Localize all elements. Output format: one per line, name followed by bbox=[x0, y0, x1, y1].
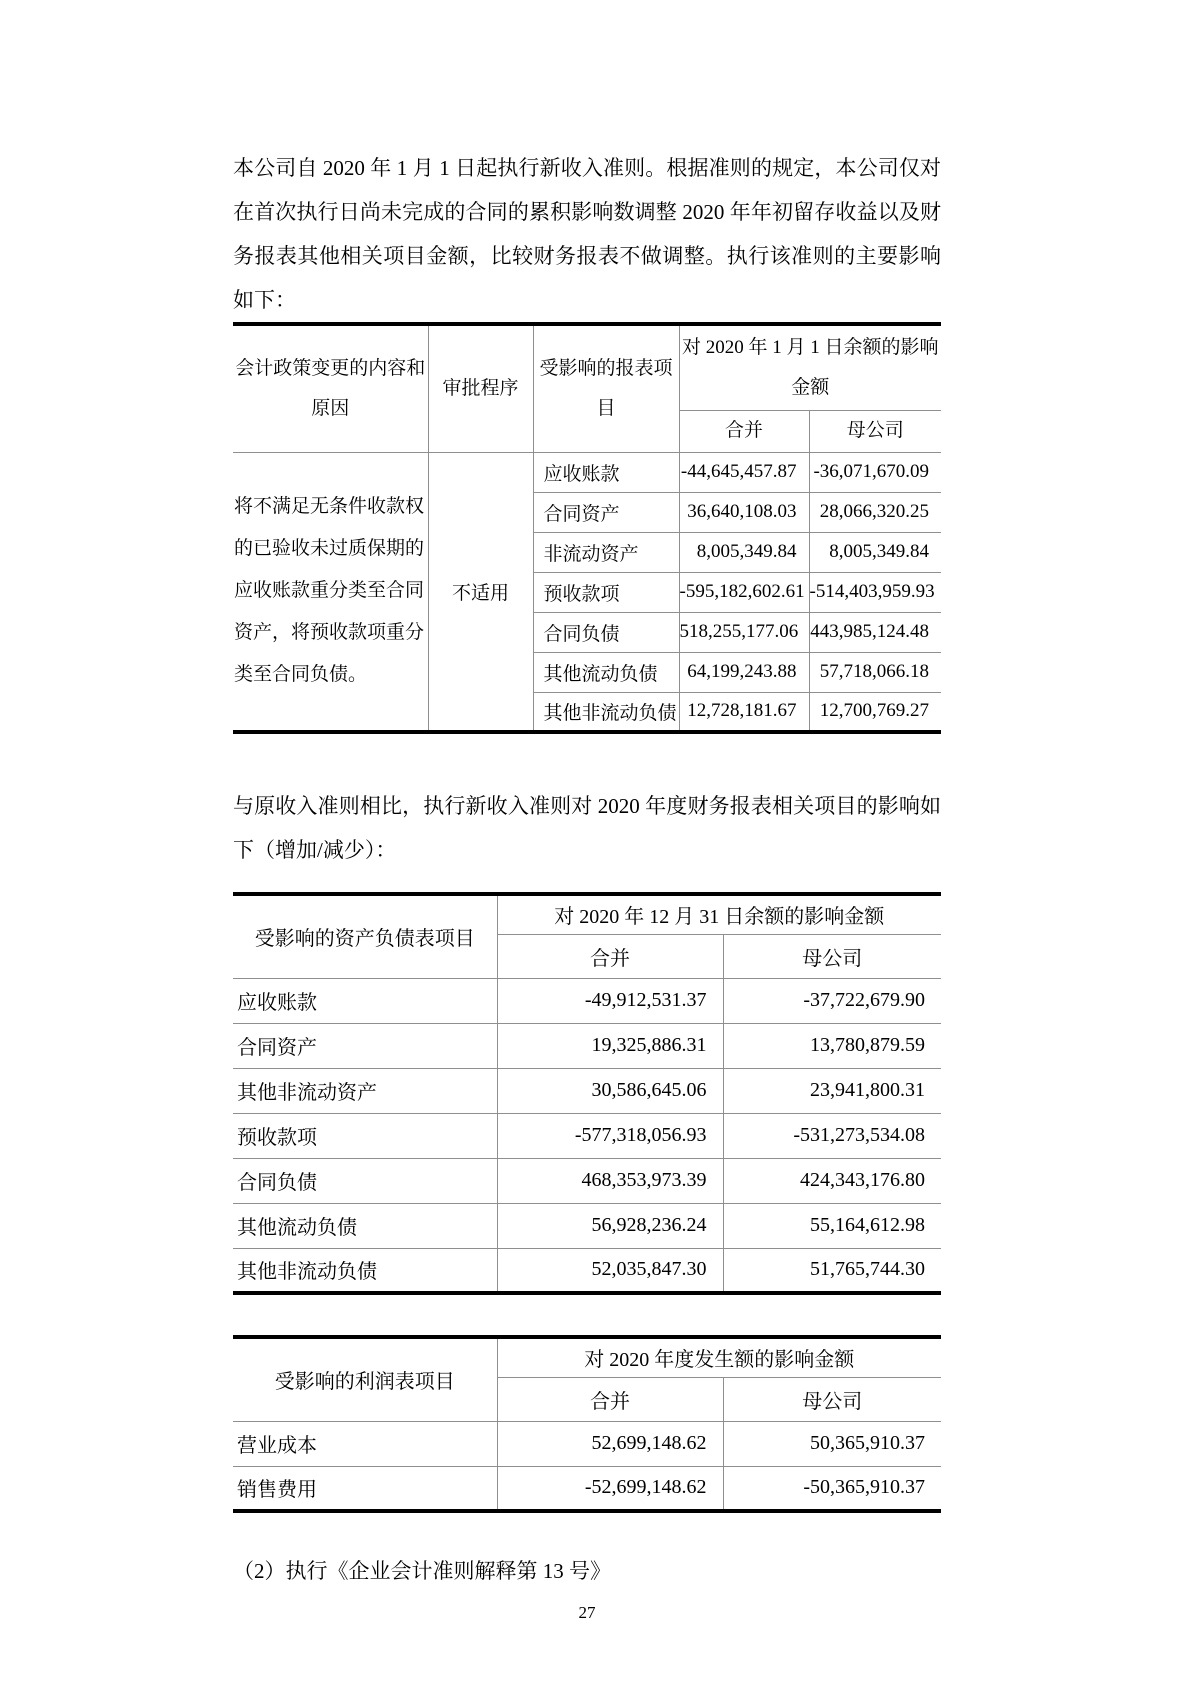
footnote-heading: （2）执行《企业会计准则解释第 13 号》 bbox=[233, 1559, 611, 1583]
page-content bbox=[233, 0, 941, 1623]
table-row bbox=[233, 1023, 941, 1068]
row-item-label: 应收账款 bbox=[233, 978, 497, 1023]
row-item-label: 预收款项 bbox=[533, 572, 679, 612]
row-parent-value: -514,403,959.93 bbox=[809, 572, 941, 612]
row-consolidated-value: -44,645,457.87 bbox=[679, 452, 809, 492]
row-consolidated-value: 36,640,108.03 bbox=[679, 492, 809, 532]
row-parent-value: 51,765,744.30 bbox=[723, 1248, 941, 1293]
row-consolidated-value: 64,199,243.88 bbox=[679, 652, 809, 692]
table-header-row bbox=[233, 894, 941, 934]
table-header-row bbox=[233, 1337, 941, 1377]
table-header-row bbox=[233, 324, 941, 410]
row-consolidated-value: 56,928,236.24 bbox=[497, 1203, 723, 1248]
header-content-reason: 会计政策变更的内容和原因 bbox=[233, 324, 428, 452]
header-affected-items: 受影响的报表项目 bbox=[533, 324, 679, 452]
row-consolidated-value: 30,586,645.06 bbox=[497, 1068, 723, 1113]
header-affected-items: 受影响的资产负债表项目 bbox=[233, 894, 497, 978]
row-consolidated-value: 468,353,973.39 bbox=[497, 1158, 723, 1203]
table-row bbox=[233, 1203, 941, 1248]
header-parent-company: 母公司 bbox=[723, 934, 941, 978]
balance-sheet-impact-table bbox=[233, 892, 941, 1295]
row-parent-value: 55,164,612.98 bbox=[723, 1203, 941, 1248]
row-consolidated-value: 518,255,177.06 bbox=[679, 612, 809, 652]
row-parent-value: 13,780,879.59 bbox=[723, 1023, 941, 1068]
row-item-label: 营业成本 bbox=[233, 1421, 497, 1466]
row-item-label: 合同资产 bbox=[533, 492, 679, 532]
row-parent-value: 8,005,349.84 bbox=[809, 532, 941, 572]
table-row bbox=[233, 452, 941, 492]
table-row bbox=[233, 1248, 941, 1293]
row-consolidated-value: -595,182,602.61 bbox=[679, 572, 809, 612]
row-parent-value: -531,273,534.08 bbox=[723, 1113, 941, 1158]
row-item-label: 预收款项 bbox=[233, 1113, 497, 1158]
table-row bbox=[233, 978, 941, 1023]
income-statement-impact-table bbox=[233, 1335, 941, 1513]
row-consolidated-value: -49,912,531.37 bbox=[497, 978, 723, 1023]
header-parent-company: 母公司 bbox=[809, 410, 941, 452]
row-parent-value: 50,365,910.37 bbox=[723, 1421, 941, 1466]
table-row bbox=[233, 1466, 941, 1511]
table-row bbox=[233, 1068, 941, 1113]
row-parent-value: 424,343,176.80 bbox=[723, 1158, 941, 1203]
row-item-label: 应收账款 bbox=[533, 452, 679, 492]
row-consolidated-value: 8,005,349.84 bbox=[679, 532, 809, 572]
balance-intro-paragraph: 与原收入准则相比，执行新收入准则对 2020 年度财务报表相关项目的影响如下（增加/减少）： bbox=[233, 794, 941, 862]
header-consolidated: 合并 bbox=[679, 410, 809, 452]
header-impact-group: 对 2020 年 12 月 31 日余额的影响金额 bbox=[497, 894, 941, 934]
row-item-label: 非流动资产 bbox=[533, 532, 679, 572]
row-consolidated-value: 52,035,847.30 bbox=[497, 1248, 723, 1293]
table-row bbox=[233, 1158, 941, 1203]
row-item-label: 其他非流动负债 bbox=[237, 1261, 377, 1284]
row-item-label: 其他非流动负债 bbox=[533, 692, 679, 732]
row-item-label: 销售费用 bbox=[237, 1479, 317, 1502]
intro-paragraph: 本公司自 2020 年 1 月 1 日起执行新收入准则。根据准则的规定，本公司仅对在首次执行日尚未完成的合同的累积影响数调整 2020 年年初留存收益以及财务报表其他相关项目金额，比较财务报表不做调整。执行该准则的主要影响如下： bbox=[233, 156, 941, 312]
row-item-label: 其他流动负债 bbox=[533, 652, 679, 692]
row-parent-value: 57,718,066.18 bbox=[809, 652, 941, 692]
row-consolidated-value: 12,728,181.67 bbox=[679, 692, 809, 732]
header-consolidated: 合并 bbox=[497, 934, 723, 978]
header-impact-group: 对 2020 年度发生额的影响金额 bbox=[497, 1337, 941, 1377]
header-consolidated: 合并 bbox=[497, 1377, 723, 1421]
header-approval-procedure: 审批程序 bbox=[428, 324, 533, 452]
header-affected-items: 受影响的利润表项目 bbox=[233, 1337, 497, 1421]
row-parent-value: 23,941,800.31 bbox=[723, 1068, 941, 1113]
row-parent-value: 443,985,124.48 bbox=[809, 612, 941, 652]
policy-change-table bbox=[233, 322, 941, 734]
row-consolidated-value: -577,318,056.93 bbox=[497, 1113, 723, 1158]
row-item-label: 其他非流动资产 bbox=[233, 1068, 497, 1113]
row-parent-value: 28,066,320.25 bbox=[809, 492, 941, 532]
row-parent-value: -50,365,910.37 bbox=[723, 1466, 941, 1511]
row-parent-value: -36,071,670.09 bbox=[809, 452, 941, 492]
approval-value: 不适用 bbox=[428, 452, 533, 732]
row-item-label: 合同负债 bbox=[233, 1158, 497, 1203]
row-parent-value: 12,700,769.27 bbox=[809, 692, 941, 732]
row-consolidated-value: 52,699,148.62 bbox=[497, 1421, 723, 1466]
header-parent-company: 母公司 bbox=[723, 1377, 941, 1421]
table-row bbox=[233, 1421, 941, 1466]
page-number: 27 bbox=[578, 1603, 596, 1622]
row-consolidated-value: 19,325,886.31 bbox=[497, 1023, 723, 1068]
row-item-label: 合同资产 bbox=[233, 1023, 497, 1068]
header-impact-group: 对 2020 年 1 月 1 日余额的影响金额 bbox=[679, 324, 941, 410]
row-consolidated-value: -52,699,148.62 bbox=[497, 1466, 723, 1511]
row-parent-value: -37,722,679.90 bbox=[723, 978, 941, 1023]
policy-description: 将不满足无条件收款权的已验收未过质保期的应收账款重分类至合同资产，将预收款项重分类至合同负债。 bbox=[234, 496, 425, 686]
table-row bbox=[233, 1113, 941, 1158]
row-item-label: 其他流动负债 bbox=[233, 1203, 497, 1248]
row-item-label: 合同负债 bbox=[533, 612, 679, 652]
